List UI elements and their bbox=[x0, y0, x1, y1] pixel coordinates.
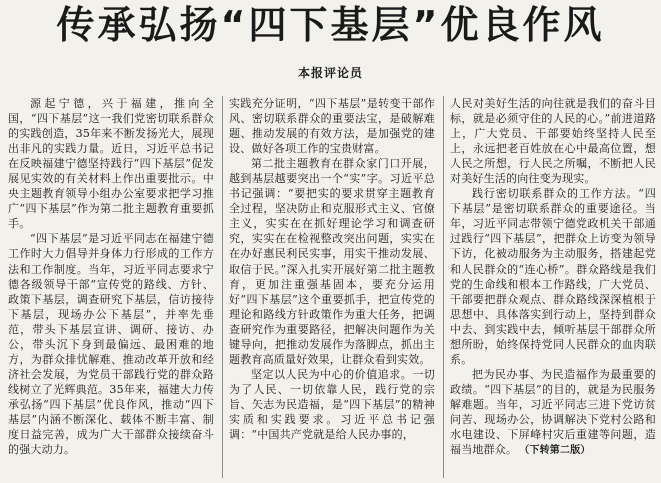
article-column-2 bbox=[229, 96, 435, 481]
byline: 本报评论员 bbox=[297, 66, 363, 80]
paragraph: “四下基层”是习近平同志在福建宁德工作时大力倡导并身体力行形成的工作方法和工作制度。当年，习近平同志要求宁德各级领导干部“宣传党的路线、方针、政策下基层，调查研究下基层，信访接待下基层，现场办公下基层”，并率先垂范，带头下基层宣讲、调研、接访、办公，带头沉下身到最偏远、最困难的地方，为群众排忧解难、推动改革开放和经济社会发展，为党员干部践行党的群众路线树立了光辉典范。35年来，福建大力传承弘扬“四下基层”优良作风，推动“四下基层”内涵不断深化、载体不断丰富、制度日益完善，成为广大干部群众接续奋斗的强大动力。 bbox=[8, 232, 214, 457]
continued-note: （下转第二版） bbox=[519, 445, 591, 457]
paragraph: 践行密切联系群众的工作方法。“四下基层”是密切联系群众的重要途径。当年，习近平同志带领宁德党政机关干部通过践行“四下基层”，把群众上访变为领导下访，化被动服务为主动服务，搭建起党和人民群众的“连心桥”。群众路线是我们党的生命线和根本工作路线，广大党员、干部要把群众观点、群众路线深深植根于思想中、具体落实到行动上，坚持到群众中去、到实践中去，倾听基层干部群众所想所盼，始终保持党同人民群众的血肉联系。 bbox=[450, 187, 656, 366]
paragraph: 第二批主题教育在群众家门口开展，越到基层越要突出一个“实”字。习近平总书记强调：“要把实的要求贯穿主题教育全过程，坚决防止和克服形式主义、官僚主义，实实在在抓好理论学习和调查研究，实实在在检视整改突出问题，实实在在办好惠民利民实事，用实干推动发展、取信于民。”深入扎实开展好第二批主题教育，更加注重强基固本，要充分运用好“四下基层”这个重要抓手，把宣传党的理论和路线方针政策作为重大任务，把调查研究作为重要路径，把解决问题作为关键导向，把推动发展作为落脚点，抓出主题教育高质量好效果，让群众看到实效。 bbox=[229, 157, 435, 366]
article-column-3 bbox=[450, 96, 656, 481]
paragraph bbox=[450, 367, 656, 458]
paragraph: 人民对美好生活的向往就是我们的奋斗目标，就是必须守住的人民的心。”前进道路上，广大党员、干部要始终坚持人民至上，永远把老百姓放在心中最高位置，想人民之所想，行人民之所嘱，不断把人民对美好生活的向往变为现实。 bbox=[450, 97, 656, 186]
headline: 传承弘扬“四下基层”优良作风 bbox=[56, 3, 605, 47]
paragraph: 实践充分证明，“四下基层”是转变干部作风、密切联系群众的重要法宝，是破解难题、推动发展的有效方法，是加强党的建设、做好各项工作的宝贵财富。 bbox=[229, 97, 435, 156]
paragraph: 坚定以人民为中心的价值追求。一切为了人民、一切依靠人民，践行党的宗旨、矢志为民造福，是“四下基层”的精神实质和实践要求。习近平总书记强调：“中国共产党就是给人民办事的， bbox=[229, 367, 435, 442]
column-divider bbox=[222, 96, 223, 478]
column-divider bbox=[443, 96, 444, 478]
article-column-1 bbox=[8, 96, 214, 481]
paragraph-text: 把为民办事、为民造福作为最重要的政绩。“四下基层”的目的，就是为民服务解难题。当年，习近平同志三进下党访贫问苦、现场办公，协调解决下党村公路和水电建设、下屏峰村灾后重建等问题，造福当地群众。 bbox=[450, 367, 656, 457]
paragraph: 源起宁德，兴于福建，推向全国，“四下基层”这一我们党密切联系群众的实践创造，35年来不断发扬光大，展现出非凡的实践力量。近日，习近平总书记在反映福建宁德坚持践行“四下基层”促发展见实效的有关材料上作出重要批示。中央主题教育领导小组办公室要求把学习推广“四下基层”作为第二批主题教育重要抓手。 bbox=[8, 97, 214, 231]
